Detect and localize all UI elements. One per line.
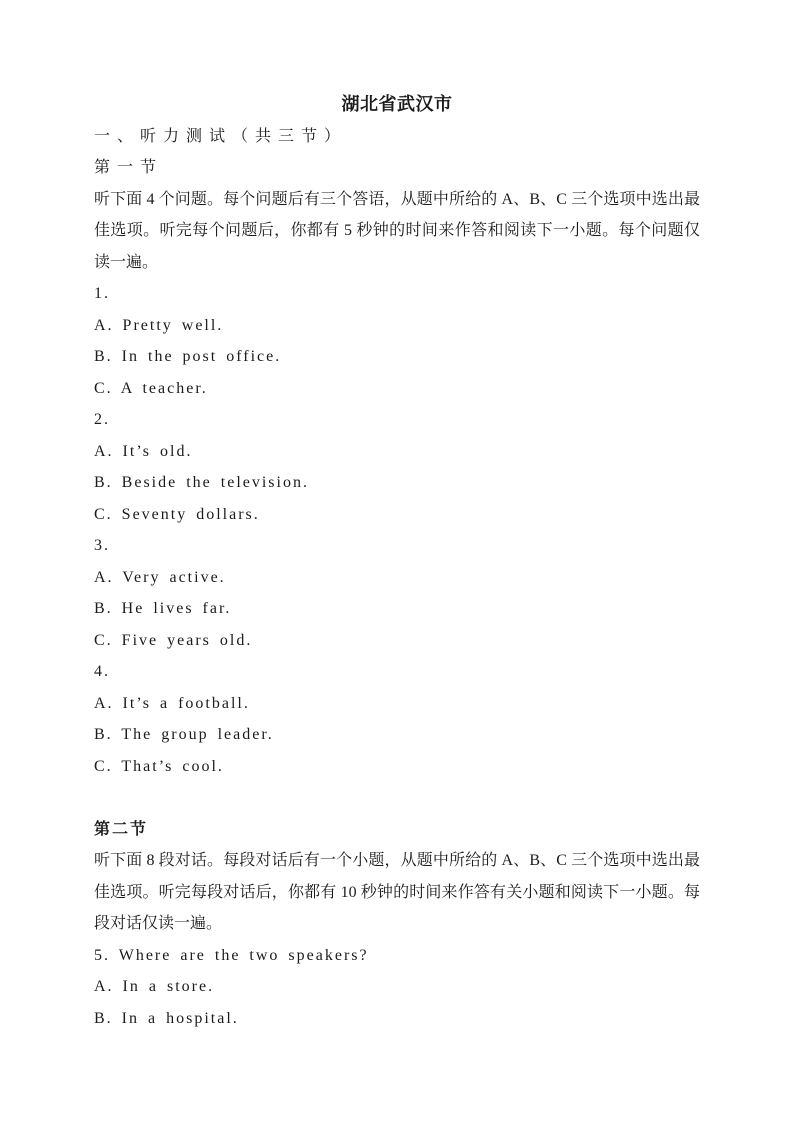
question-1-option-c: C. A teacher. (94, 379, 208, 397)
part1-instructions: 听下面 4 个问题。每个问题后有三个答语，从题中所给的 A、B、C 三个选项中选出最佳选项。听完每个问题后，你都有 5 秒钟的时间来作答和阅读下一小题。每个问题仅读一遍。 (94, 190, 700, 271)
question-1-label: 1. (94, 285, 110, 302)
question-5-option-b: B. In a hospital. (94, 1009, 239, 1027)
question-1-option-a: A. Pretty well. (94, 316, 224, 334)
question-2-option-b: B. Beside the television. (94, 474, 309, 491)
question-1-option-b: B. In the post office. (94, 348, 282, 365)
question-4-option-b: B. The group leader. (94, 726, 274, 743)
question-3-label: 3. (94, 537, 110, 554)
question-2-option-c: C. Seventy dollars. (94, 505, 260, 523)
question-3-option-a: A. Very active. (94, 568, 226, 586)
question-4-option-c: C. That’s cool. (94, 757, 224, 775)
question-3-option-c: C. Five years old. (94, 631, 253, 649)
part2-instructions: 听下面 8 段对话。每段对话后有一个小题，从题中所给的 A、B、C 三个选项中选出最佳选项。听完每段对话后，你都有 10 秒钟的时间来作答有关小题和阅读下一小题。每段对话仅读一遍。 (94, 852, 700, 932)
question-2-option-a: A. It’s old. (94, 442, 193, 460)
question-5-label: 5. Where are the two speakers? (94, 946, 369, 964)
section-heading-listening: 一、听力测试（共三节） (94, 127, 348, 145)
part1-heading: 第一节 (94, 159, 164, 176)
question-3-option-b: B. He lives far. (94, 600, 232, 617)
part2-heading: 第二节 (94, 820, 149, 838)
question-2-label: 2. (94, 411, 110, 428)
question-5-option-a: A. In a store. (94, 978, 215, 995)
question-4-option-a: A. It’s a football. (94, 694, 250, 712)
question-4-label: 4. (94, 663, 110, 680)
document-title: 湖北省武汉市 (341, 94, 453, 114)
